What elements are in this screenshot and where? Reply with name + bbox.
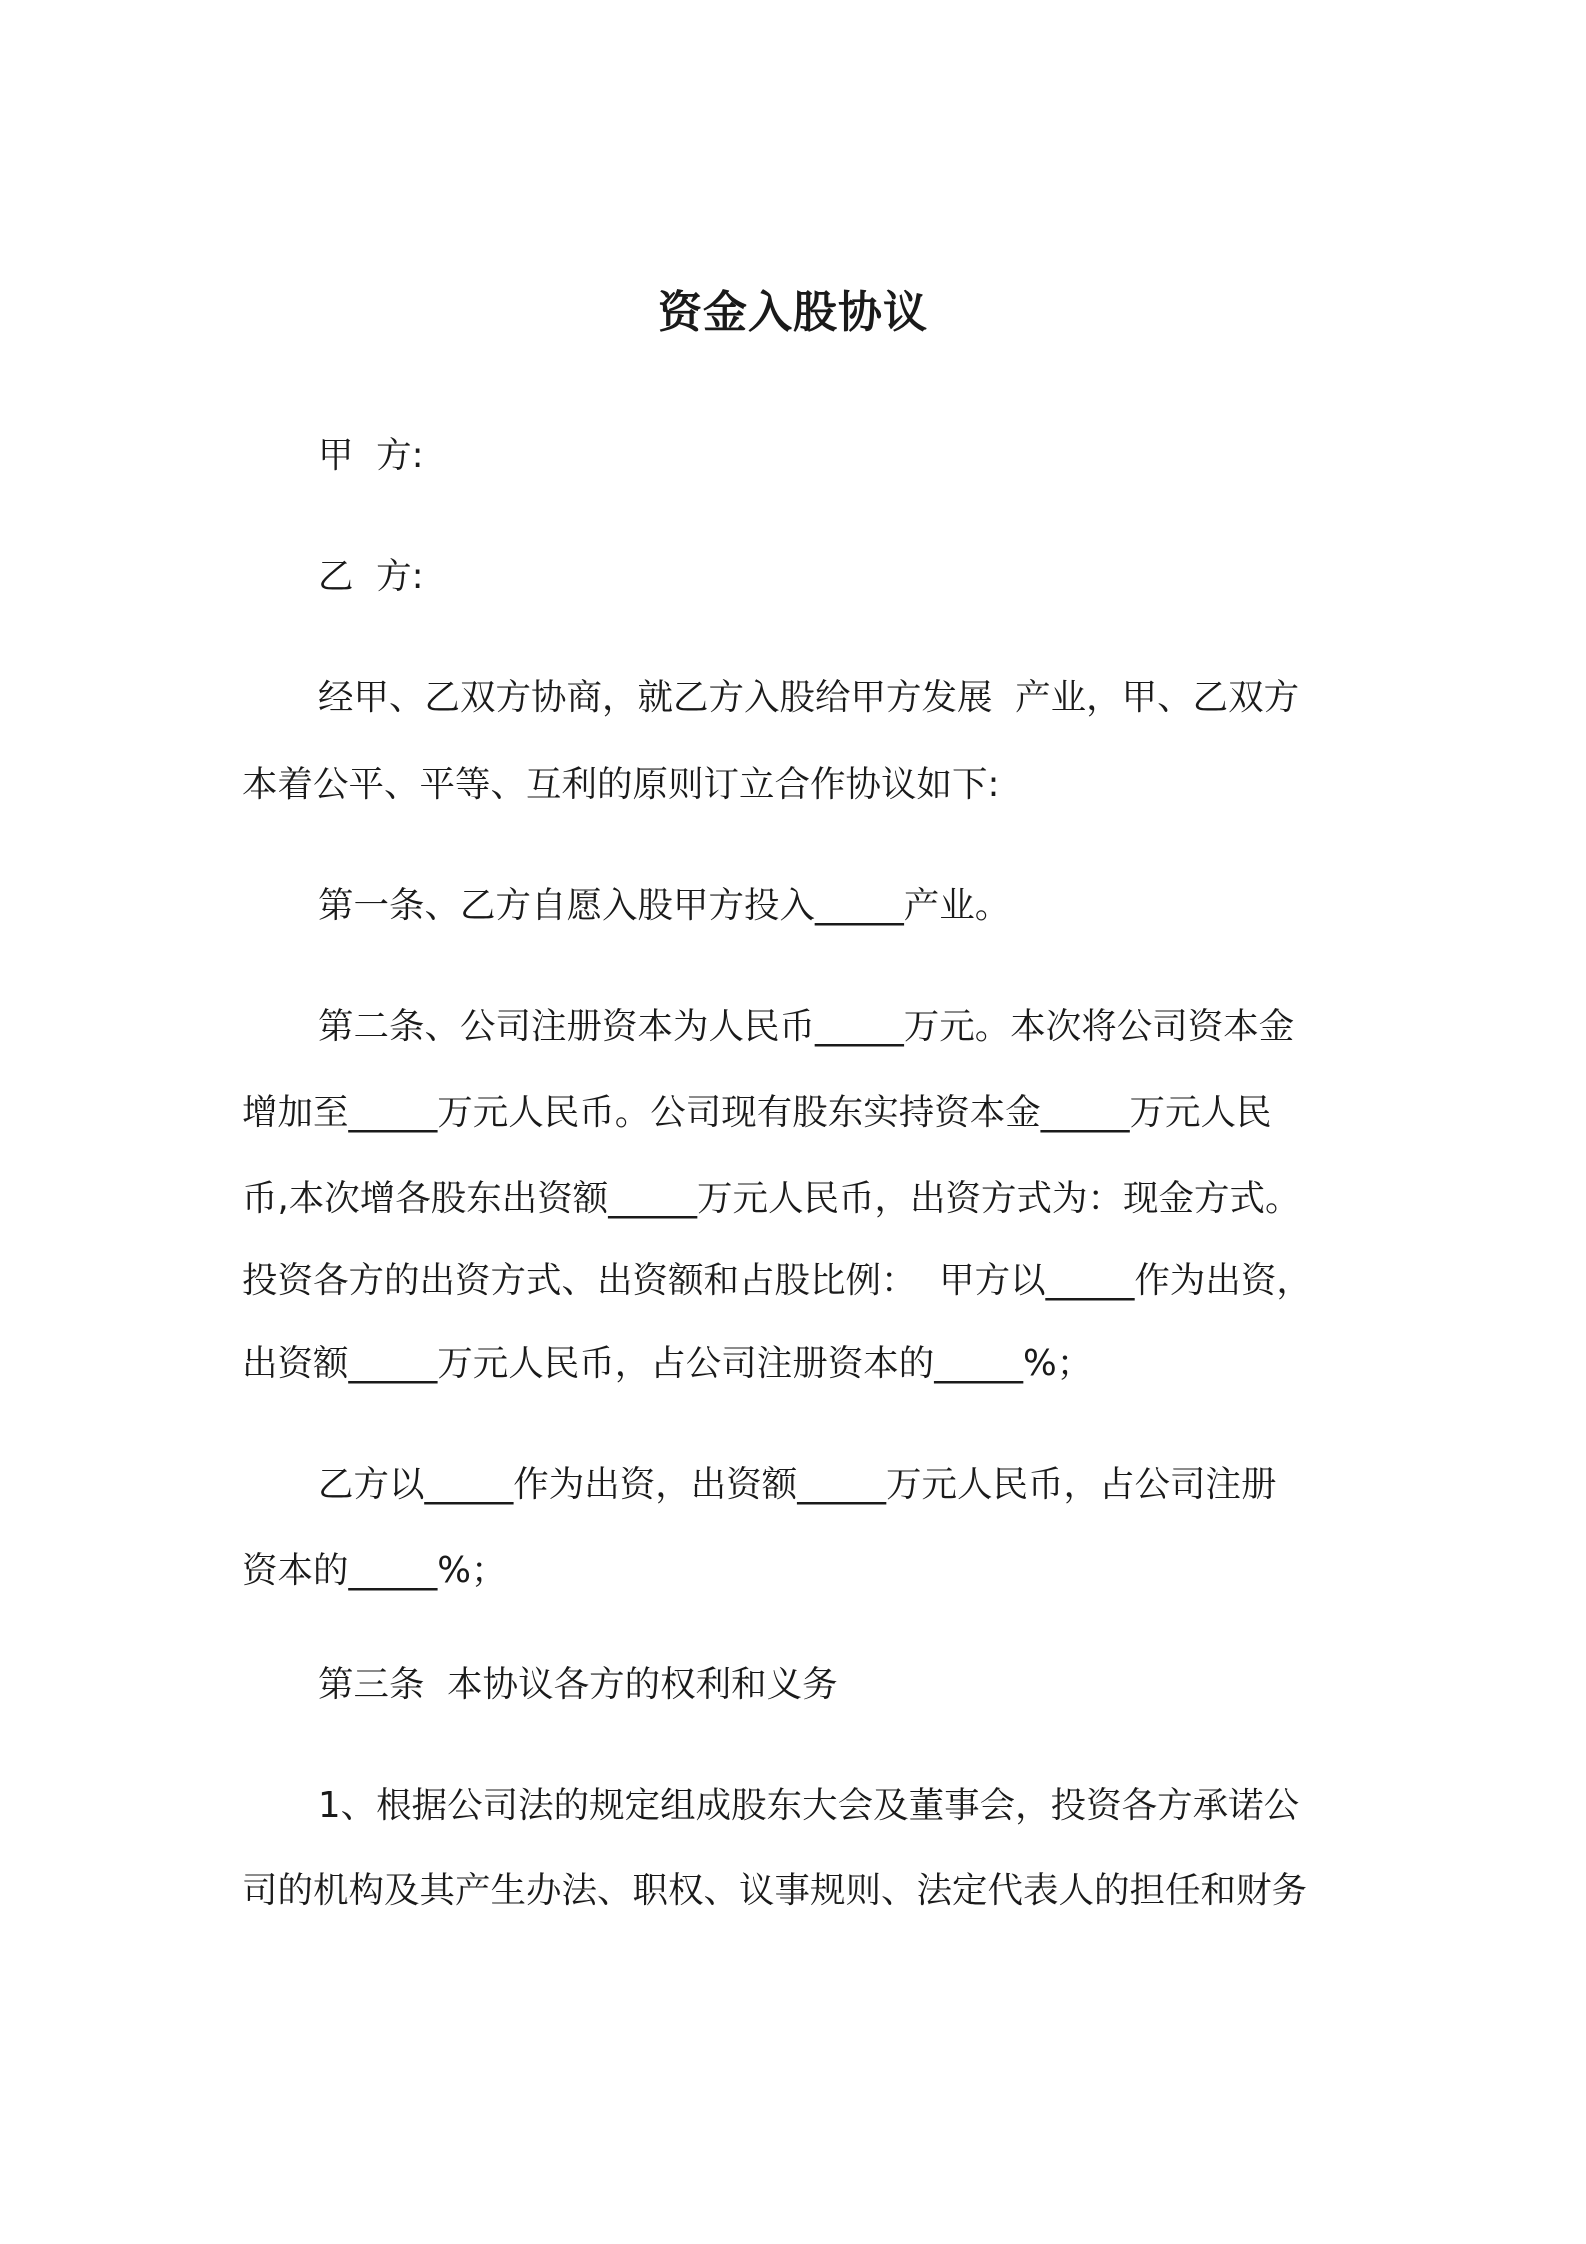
party-b-contribution-line-2: 资本的_____%； <box>242 1550 507 1591</box>
party-a-label: 甲 方: <box>318 435 424 476</box>
article-2-line-2: 增加至_____万元人民币。公司现有股东实持资本金_____万元人民 <box>242 1092 1272 1133</box>
party-b-contribution-line-1: 乙方以_____作为出资，出资额_____万元人民币，占公司注册 <box>318 1464 1277 1505</box>
article-2-line-3: 币,本次增各股东出资额_____万元人民币，出资方式为：现金方式。 <box>242 1178 1301 1219</box>
article-2-line-5: 出资额_____万元人民币，占公司注册资本的_____%； <box>242 1343 1093 1384</box>
article-3-item-1-line-1: 1、根据公司法的规定组成股东大会及董事会，投资各方承诺公 <box>318 1785 1300 1826</box>
article-2-line-4: 投资各方的出资方式、出资额和占股比例： 甲方以_____作为出资， <box>242 1260 1312 1301</box>
party-b-label: 乙 方: <box>318 556 424 597</box>
article-1: 第一条、乙方自愿入股甲方投入_____产业。 <box>318 885 1011 926</box>
article-3-heading: 第三条 本协议各方的权利和义务 <box>318 1664 838 1705</box>
intro-line-2: 本着公平、平等、互利的原则订立合作协议如下: <box>242 764 1000 805</box>
article-3-item-1-line-2: 司的机构及其产生办法、职权、议事规则、法定代表人的担任和财务 <box>242 1870 1308 1911</box>
intro-line-1: 经甲、乙双方协商，就乙方入股给甲方发展 产业，甲、乙双方 <box>318 677 1300 718</box>
document-title: 资金入股协议 <box>658 287 928 338</box>
article-2-line-1: 第二条、公司注册资本为人民币_____万元。本次将公司资本金 <box>318 1006 1295 1047</box>
